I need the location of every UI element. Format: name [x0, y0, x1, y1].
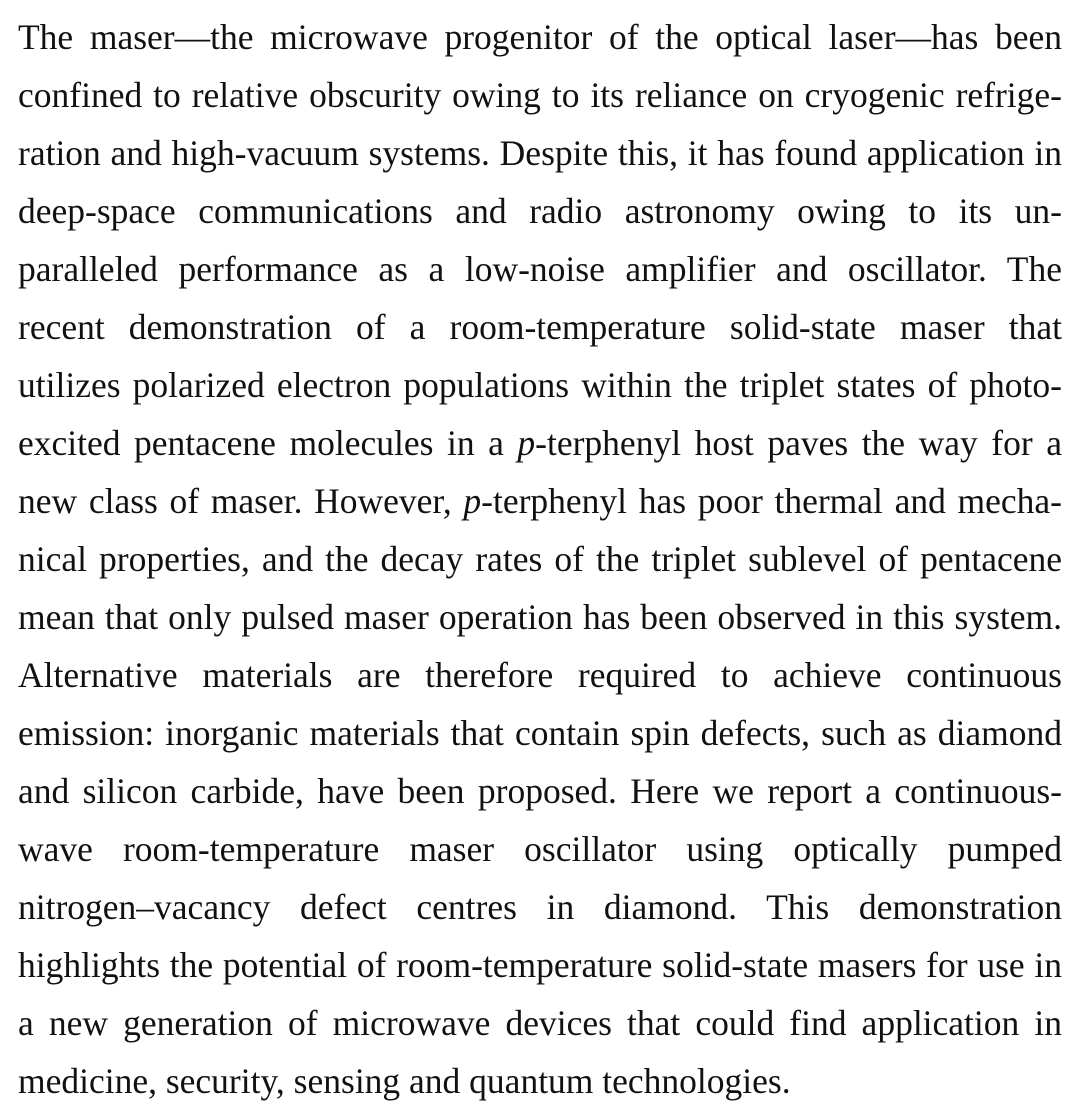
abstract-line: a new generation of microwave devices that could find application in: [18, 1003, 1062, 1043]
abstract-line: Alternative materials are therefore required to achieve continuous: [18, 655, 1062, 695]
abstract-line: mean that only pulsed maser operation has been observed in this system.: [18, 597, 1062, 637]
italic-p: p: [463, 481, 482, 521]
italic-p: p: [517, 423, 536, 463]
abstract-line: utilizes polarized electron populations within the triplet states of photo-: [18, 365, 1062, 405]
abstract-line: confined to relative obscurity owing to its reliance on cryogenic refrige-: [18, 75, 1062, 115]
line-text: -terphenyl host paves the way for a: [535, 423, 1062, 463]
abstract-line: [18, 472, 1062, 530]
abstract-line: The maser—the microwave progenitor of the optical laser—has been: [18, 17, 1062, 57]
abstract-line: deep-space communications and radio astronomy owing to its un-: [18, 191, 1062, 231]
abstract-line: [18, 414, 1062, 472]
abstract-line: medicine, security, sensing and quantum technologies.: [18, 1061, 791, 1101]
abstract-line: paralleled performance as a low-noise amplifier and oscillator. The: [18, 249, 1062, 289]
abstract-line: and silicon carbide, have been proposed. Here we report a continuous-: [18, 771, 1062, 811]
abstract-line: recent demonstration of a room-temperature solid-state maser that: [18, 307, 1062, 347]
abstract-line: ration and high-vacuum systems. Despite this, it has found application in: [18, 133, 1062, 173]
line-text: new class of maser. However,: [18, 481, 464, 521]
line-text: excited pentacene molecules in a: [18, 423, 518, 463]
abstract-line: emission: inorganic materials that contain spin defects, such as diamond: [18, 713, 1062, 753]
abstract-line: wave room-temperature maser oscillator using optically pumped: [18, 829, 1062, 869]
abstract-line: highlights the potential of room-temperature solid-state masers for use in: [18, 945, 1062, 985]
line-text: -terphenyl has poor thermal and mecha-: [481, 481, 1062, 521]
abstract-line: nitrogen–vacancy defect centres in diamond. This demonstration: [18, 887, 1062, 927]
abstract-line: nical properties, and the decay rates of the triplet sublevel of pentacene: [18, 539, 1062, 579]
